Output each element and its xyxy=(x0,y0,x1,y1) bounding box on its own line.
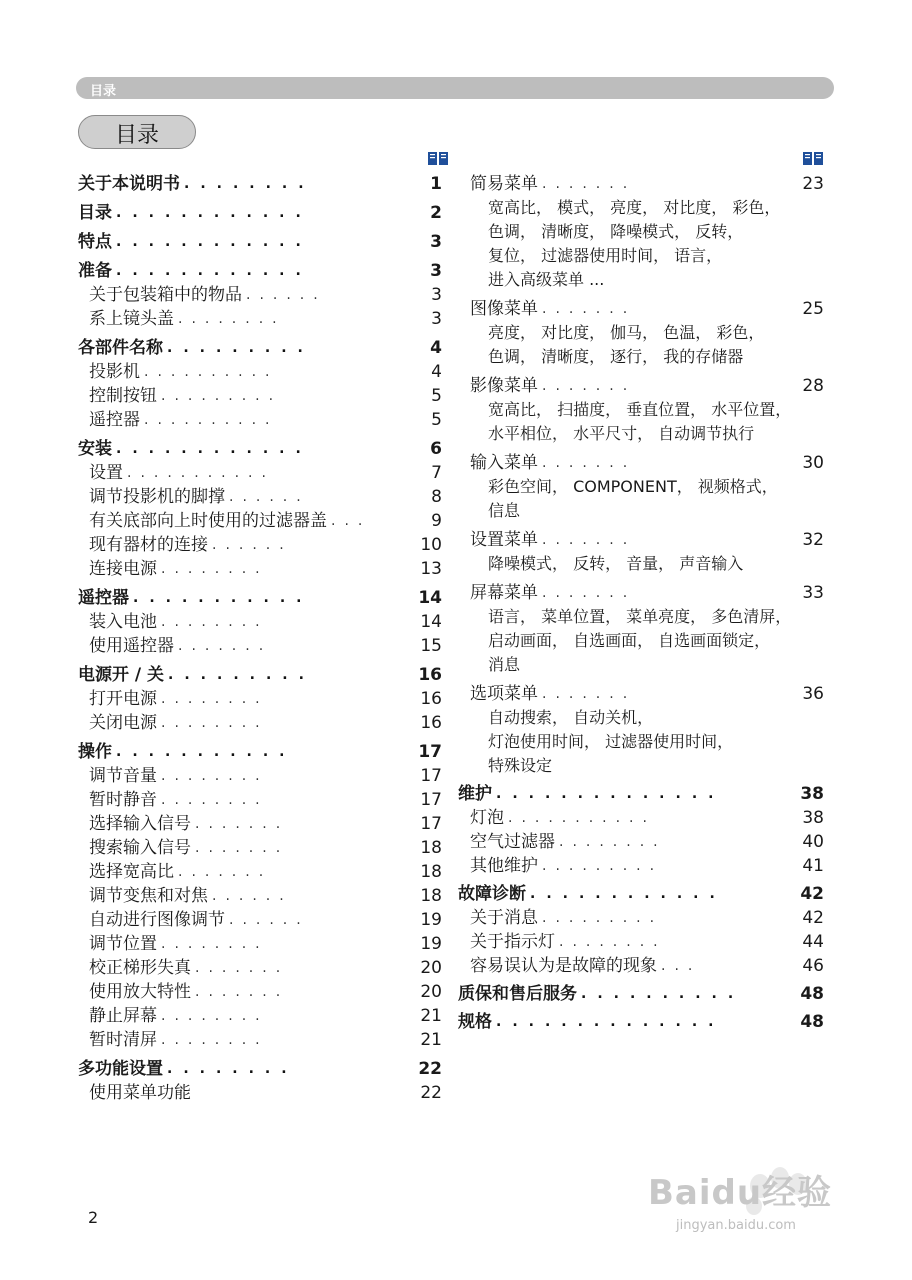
toc-entry[interactable] xyxy=(89,711,442,735)
toc-entry-page: 23 xyxy=(802,174,824,194)
toc-entry-label: 多功能设置 xyxy=(78,1059,163,1079)
toc-entry-label: 屏幕菜单 xyxy=(470,583,538,603)
toc-entry-label: 设置 xyxy=(89,463,123,483)
toc-entry[interactable] xyxy=(89,812,442,836)
toc-entry[interactable] xyxy=(458,882,824,906)
toc-entry[interactable] xyxy=(470,954,824,978)
toc-entry[interactable] xyxy=(89,836,442,860)
toc-entry[interactable] xyxy=(78,172,442,196)
toc-leader-dots: ........... xyxy=(133,590,313,606)
toc-entry-label: 连接电源 xyxy=(89,559,157,579)
book-icon xyxy=(427,151,449,167)
toc-entry[interactable] xyxy=(470,374,824,398)
toc-entry-label: 关于本说明书 xyxy=(78,174,180,194)
toc-entry-label: 遥控器 xyxy=(78,588,129,608)
toc-entry-page: 3 xyxy=(431,309,442,329)
toc-entry[interactable] xyxy=(470,451,824,475)
toc-entry-label: 自动进行图像调节 xyxy=(89,910,225,930)
toc-leader-dots: ....... xyxy=(195,960,290,976)
toc-entry-label: 容易误认为是故障的现象 xyxy=(470,956,657,976)
toc-entry[interactable] xyxy=(89,461,442,485)
toc-leader-dots: ....... xyxy=(195,984,290,1000)
toc-entry[interactable] xyxy=(89,634,442,658)
toc-entry-page: 42 xyxy=(802,908,824,928)
toc-entry-page: 7 xyxy=(431,463,442,483)
toc-entry-page: 30 xyxy=(802,453,824,473)
toc-entry[interactable] xyxy=(89,1081,442,1105)
toc-entry-label: 图像菜单 xyxy=(470,299,538,319)
toc-leader-dots: ....... xyxy=(178,638,273,654)
toc-entry-page: 14 xyxy=(420,612,442,632)
toc-leader-dots: .............. xyxy=(496,786,725,802)
toc-entry[interactable] xyxy=(78,1057,442,1081)
toc-entry-label: 使用菜单功能 xyxy=(89,1083,191,1103)
toc-entry-label: 关于包装箱中的物品 xyxy=(89,285,242,305)
toc-entry[interactable] xyxy=(89,788,442,812)
toc-entry-label: 装入电池 xyxy=(89,612,157,632)
toc-entry[interactable] xyxy=(78,740,442,764)
toc-leader-dots: ........ xyxy=(161,614,269,630)
toc-entry-label: 静止屏幕 xyxy=(89,1006,157,1026)
toc-entry-page: 4 xyxy=(431,362,442,382)
toc-entry-page: 18 xyxy=(420,886,442,906)
toc-entry-description: 特殊设定 xyxy=(488,756,553,775)
toc-leader-dots: ... xyxy=(331,513,372,529)
toc-entry-page: 19 xyxy=(420,910,442,930)
toc-entry[interactable] xyxy=(78,201,442,225)
toc-entry-page: 16 xyxy=(420,713,442,733)
toc-leader-dots: ........ xyxy=(559,934,667,950)
toc-entry-label: 暂时静音 xyxy=(89,790,157,810)
toc-leader-dots: ...... xyxy=(246,287,327,303)
toc-entry[interactable] xyxy=(470,930,824,954)
header-bar xyxy=(76,77,834,99)
toc-entry-page: 36 xyxy=(802,684,824,704)
toc-entry-page: 3 xyxy=(430,261,442,281)
toc-entry-label: 调节变焦和对焦 xyxy=(89,886,208,906)
toc-entry-page: 17 xyxy=(420,814,442,834)
toc-leader-dots: ...... xyxy=(212,537,293,553)
toc-entry-page: 9 xyxy=(431,511,442,531)
toc-entry[interactable] xyxy=(89,360,442,384)
toc-entry-page: 19 xyxy=(420,934,442,954)
toc-entry[interactable] xyxy=(89,860,442,884)
toc-entry-label: 特点 xyxy=(78,232,112,252)
toc-entry-page: 22 xyxy=(420,1083,442,1103)
toc-leader-dots: .......... xyxy=(144,412,279,428)
toc-entry-label: 设置菜单 xyxy=(470,530,538,550)
toc-entry-description: 色调， 清晰度， 逐行， 我的存储器 xyxy=(488,347,744,366)
toc-leader-dots: ........... xyxy=(116,744,296,760)
toc-entry-page: 1 xyxy=(430,174,442,194)
toc-leader-dots: ....... xyxy=(542,455,637,471)
toc-entry-label: 暂时清屏 xyxy=(89,1030,157,1050)
toc-entry-page: 6 xyxy=(430,439,442,459)
toc-entry-label: 各部件名称 xyxy=(78,338,163,358)
toc-entry-description: 进入高级菜单 ... xyxy=(488,270,605,289)
toc-leader-dots: ............ xyxy=(116,234,312,250)
toc-entry-page: 25 xyxy=(802,299,824,319)
toc-leader-dots: ........ xyxy=(178,311,286,327)
toc-entry-label: 校正梯形失真 xyxy=(89,958,191,978)
toc-entry-label: 目录 xyxy=(78,203,112,223)
toc-leader-dots: ............ xyxy=(116,205,312,221)
toc-entry[interactable] xyxy=(78,336,442,360)
toc-entry-page: 17 xyxy=(420,790,442,810)
toc-entry[interactable] xyxy=(89,1004,442,1028)
toc-leader-dots: ....... xyxy=(542,585,637,601)
toc-leader-dots: ......... xyxy=(542,858,664,874)
toc-entry-page: 20 xyxy=(420,958,442,978)
toc-entry-page: 44 xyxy=(802,932,824,952)
toc-entry-page: 18 xyxy=(420,838,442,858)
watermark-url: jingyan.baidu.com xyxy=(676,1218,796,1233)
toc-leader-dots: ........ xyxy=(161,768,269,784)
toc-entry[interactable] xyxy=(470,906,824,930)
toc-leader-dots: ....... xyxy=(542,176,637,192)
toc-entry-label: 使用放大特性 xyxy=(89,982,191,1002)
toc-entry-label: 选择输入信号 xyxy=(89,814,191,834)
toc-entry[interactable] xyxy=(470,854,824,878)
page-number: 2 xyxy=(88,1208,99,1227)
toc-leader-dots: ........ xyxy=(161,936,269,952)
toc-entry-label: 空气过滤器 xyxy=(470,832,555,852)
toc-entry-label: 选择宽高比 xyxy=(89,862,174,882)
toc-entry[interactable] xyxy=(89,1028,442,1052)
toc-entry-page: 2 xyxy=(430,203,442,223)
toc-entry-page: 16 xyxy=(420,689,442,709)
toc-leader-dots: ........... xyxy=(508,810,656,826)
toc-entry[interactable] xyxy=(470,581,824,605)
toc-leader-dots: ........... xyxy=(127,465,275,481)
toc-entry-label: 灯泡 xyxy=(470,808,504,828)
toc-entry[interactable] xyxy=(470,830,824,854)
toc-entry[interactable] xyxy=(89,908,442,932)
toc-entry-page: 14 xyxy=(418,588,442,608)
toc-entry[interactable] xyxy=(89,283,442,307)
toc-entry-page: 8 xyxy=(431,487,442,507)
toc-entry-label: 安装 xyxy=(78,439,112,459)
toc-entry-label: 投影机 xyxy=(89,362,140,382)
toc-leader-dots: ....... xyxy=(195,816,290,832)
toc-entry-label: 其他维护 xyxy=(470,856,538,876)
toc-entry-page: 28 xyxy=(802,376,824,396)
toc-entry[interactable] xyxy=(89,533,442,557)
toc-entry-page: 17 xyxy=(418,742,442,762)
toc-entry-page: 16 xyxy=(418,665,442,685)
page-title-pill xyxy=(78,115,196,149)
toc-leader-dots: ...... xyxy=(229,489,310,505)
toc-entry-description: 复位， 过滤器使用时间， 语言， xyxy=(488,246,723,265)
toc-entry-page: 5 xyxy=(431,386,442,406)
toc-entry-label: 遥控器 xyxy=(89,410,140,430)
toc-entry[interactable] xyxy=(89,384,442,408)
toc-entry-description: 彩色空间， COMPONENT， 视频格式， xyxy=(488,477,778,496)
toc-entry[interactable] xyxy=(458,782,824,806)
toc-entry-label: 使用遥控器 xyxy=(89,636,174,656)
toc-entry-page: 17 xyxy=(420,766,442,786)
toc-entry-page: 15 xyxy=(420,636,442,656)
toc-entry[interactable] xyxy=(470,297,824,321)
toc-entry-page: 13 xyxy=(420,559,442,579)
toc-entry-page: 42 xyxy=(800,884,824,904)
toc-entry-page: 33 xyxy=(802,583,824,603)
toc-entry-page: 40 xyxy=(802,832,824,852)
toc-entry[interactable] xyxy=(78,230,442,254)
page-title: 目录 xyxy=(114,123,159,148)
toc-entry[interactable] xyxy=(89,408,442,432)
toc-leader-dots: ............ xyxy=(530,886,726,902)
toc-entry-page: 5 xyxy=(431,410,442,430)
toc-entry[interactable] xyxy=(470,528,824,552)
toc-entry[interactable] xyxy=(89,884,442,908)
toc-entry-label: 有关底部向上时使用的过滤器盖 xyxy=(89,511,327,531)
toc-leader-dots: ............ xyxy=(116,263,312,279)
toc-entry[interactable] xyxy=(470,806,824,830)
toc-entry-label: 简易菜单 xyxy=(470,174,538,194)
toc-entry-page: 10 xyxy=(420,535,442,555)
toc-entry-label: 电源开 / 关 xyxy=(78,665,165,685)
toc-entry-label: 现有器材的连接 xyxy=(89,535,208,555)
toc-entry-page: 20 xyxy=(420,982,442,1002)
toc-leader-dots: ........ xyxy=(161,792,269,808)
toc-entry[interactable] xyxy=(89,557,442,581)
toc-entry-description: 色调， 清晰度， 降噪模式， 反转， xyxy=(488,222,744,241)
toc-entry-description: 灯泡使用时间， 过滤器使用时间， xyxy=(488,732,734,751)
toc-entry-label: 操作 xyxy=(78,742,112,762)
toc-entry-page: 4 xyxy=(430,338,442,358)
toc-entry-label: 故障诊断 xyxy=(458,884,526,904)
toc-entry-label: 关闭电源 xyxy=(89,713,157,733)
toc-entry-label: 调节音量 xyxy=(89,766,157,786)
toc-leader-dots: ........ xyxy=(161,1008,269,1024)
toc-entry-description: 宽高比， 扫描度， 垂直位置， 水平位置， xyxy=(488,400,792,419)
toc-entry-label: 准备 xyxy=(78,261,112,281)
toc-entry-label: 维护 xyxy=(458,784,492,804)
toc-entry-page: 3 xyxy=(430,232,442,252)
toc-leader-dots: ......... xyxy=(161,388,283,404)
toc-leader-dots: ....... xyxy=(195,840,290,856)
header-section-label: 目录 xyxy=(90,84,117,99)
toc-entry-description: 自动搜索， 自动关机， xyxy=(488,708,654,727)
toc-leader-dots: ............ xyxy=(116,441,312,457)
toc-entry-description: 水平相位， 水平尺寸， 自动调节执行 xyxy=(488,424,755,443)
toc-entry-page: 38 xyxy=(802,808,824,828)
toc-leader-dots: ........ xyxy=(184,176,315,192)
toc-entry-label: 打开电源 xyxy=(89,689,157,709)
toc-entry-page: 22 xyxy=(418,1059,442,1079)
toc-entry-label: 关于消息 xyxy=(470,908,538,928)
toc-leader-dots: ....... xyxy=(178,864,273,880)
toc-entry[interactable] xyxy=(470,682,824,706)
toc-entry[interactable] xyxy=(89,956,442,980)
toc-entry[interactable] xyxy=(89,980,442,1004)
toc-leader-dots: ....... xyxy=(542,378,637,394)
watermark-brand: Baidu经验 xyxy=(648,1173,833,1213)
toc-leader-dots: .............. xyxy=(496,1014,725,1030)
book-icon xyxy=(802,151,824,167)
toc-entry[interactable] xyxy=(89,764,442,788)
toc-leader-dots: ........ xyxy=(559,834,667,850)
toc-leader-dots: .......... xyxy=(581,986,745,1002)
toc-leader-dots: ........ xyxy=(161,1032,269,1048)
toc-entry[interactable] xyxy=(89,485,442,509)
toc-entry-page: 18 xyxy=(420,862,442,882)
toc-entry-label: 调节投影机的脚撑 xyxy=(89,487,225,507)
toc-entry-description: 亮度， 对比度， 伽马， 色温， 彩色， xyxy=(488,323,765,342)
toc-leader-dots: ....... xyxy=(542,301,637,317)
toc-entry-label: 调节位置 xyxy=(89,934,157,954)
toc-entry-label: 系上镜头盖 xyxy=(89,309,174,329)
toc-entry-label: 质保和售后服务 xyxy=(458,984,577,1004)
toc-entry-page: 46 xyxy=(802,956,824,976)
toc-entry-page: 3 xyxy=(431,285,442,305)
toc-entry-description: 宽高比， 模式， 亮度， 对比度， 彩色， xyxy=(488,198,781,217)
toc-entry[interactable] xyxy=(458,1010,824,1034)
toc-leader-dots: ...... xyxy=(229,912,310,928)
toc-leader-dots: ........ xyxy=(161,715,269,731)
toc-entry[interactable] xyxy=(470,172,824,196)
toc-entry-label: 搜索输入信号 xyxy=(89,838,191,858)
toc-leader-dots: ........ xyxy=(161,691,269,707)
toc-entry-label: 影像菜单 xyxy=(470,376,538,396)
toc-entry[interactable] xyxy=(458,982,824,1006)
toc-entry[interactable] xyxy=(78,586,442,610)
toc-entry-description: 信息 xyxy=(488,501,521,520)
toc-leader-dots: ......... xyxy=(168,667,315,683)
toc-entry-page: 21 xyxy=(420,1030,442,1050)
toc-entry[interactable] xyxy=(89,610,442,634)
toc-entry-label: 规格 xyxy=(458,1012,492,1032)
toc-entry-page: 32 xyxy=(802,530,824,550)
toc-entry-page: 21 xyxy=(420,1006,442,1026)
toc-entry[interactable] xyxy=(89,932,442,956)
toc-entry[interactable] xyxy=(78,259,442,283)
toc-leader-dots: ......... xyxy=(167,340,314,356)
toc-entry[interactable] xyxy=(78,437,442,461)
toc-entry-page: 48 xyxy=(800,1012,824,1032)
toc-leader-dots: ........ xyxy=(161,561,269,577)
toc-entry[interactable] xyxy=(89,307,442,331)
toc-entry[interactable] xyxy=(89,509,442,533)
toc-entry-page: 41 xyxy=(802,856,824,876)
toc-entry-description: 启动画面， 自选画面， 自选画面锁定， xyxy=(488,631,771,650)
toc-leader-dots: ....... xyxy=(542,532,637,548)
toc-entry[interactable] xyxy=(78,663,442,687)
toc-entry-description: 降噪模式， 反转， 音量， 声音输入 xyxy=(488,554,744,573)
toc-leader-dots: ....... xyxy=(542,686,637,702)
toc-leader-dots: ... xyxy=(661,958,702,974)
toc-entry-label: 控制按钮 xyxy=(89,386,157,406)
toc-entry-label: 关于指示灯 xyxy=(470,932,555,952)
toc-leader-dots: .......... xyxy=(144,364,279,380)
toc-entry[interactable] xyxy=(89,687,442,711)
toc-leader-dots: ........ xyxy=(167,1061,298,1077)
toc-entry-page: 38 xyxy=(800,784,824,804)
toc-entry-label: 输入菜单 xyxy=(470,453,538,473)
toc-entry-description: 消息 xyxy=(488,655,521,674)
toc-entry-page: 48 xyxy=(800,984,824,1004)
toc-entry-label: 选项菜单 xyxy=(470,684,538,704)
toc-leader-dots: ...... xyxy=(212,888,293,904)
toc-leader-dots: ......... xyxy=(542,910,664,926)
toc-entry-description: 语言， 菜单位置， 菜单亮度， 多色清屏， xyxy=(488,607,792,626)
